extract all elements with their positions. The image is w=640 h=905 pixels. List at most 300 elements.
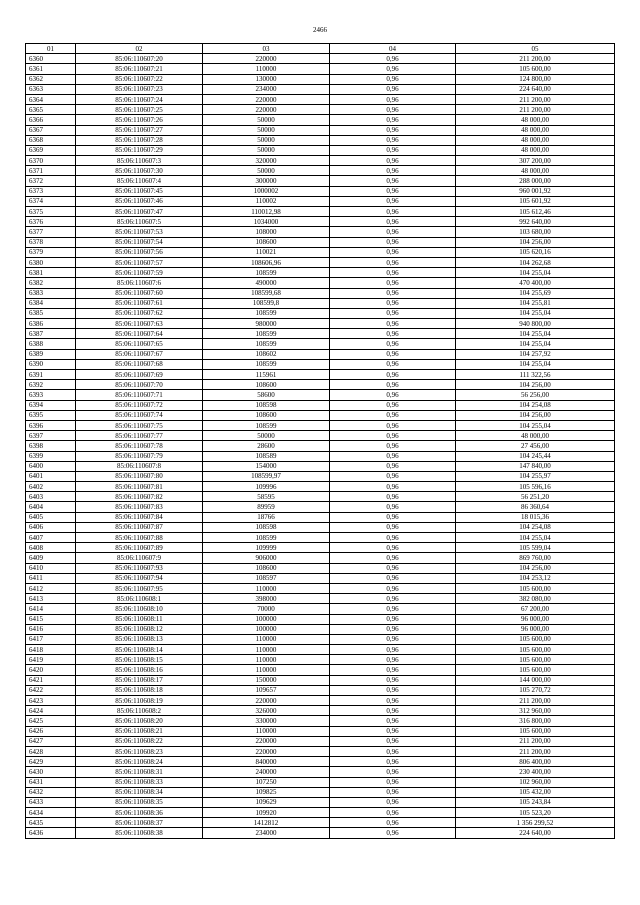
row-number-cell: 6396 (26, 420, 76, 430)
cadastral-number-cell: 85:06:110607:20 (76, 54, 203, 64)
table-row (26, 339, 615, 349)
column-header-01: 01 (26, 44, 76, 54)
amount-cell: 124 800,00 (456, 74, 615, 84)
coefficient-cell: 0,96 (330, 207, 456, 217)
amount-cell: 992 640,00 (456, 217, 615, 227)
coefficient-cell: 0,96 (330, 553, 456, 563)
area-value-cell: 240000 (203, 767, 330, 777)
area-value-cell: 109825 (203, 787, 330, 797)
row-number-cell: 6365 (26, 105, 76, 115)
row-number-cell: 6433 (26, 797, 76, 807)
cadastral-number-cell: 85:06:110607:78 (76, 441, 203, 451)
table-row (26, 125, 615, 135)
cadastral-number-cell: 85:06:110607:27 (76, 125, 203, 135)
area-value-cell: 110012,98 (203, 207, 330, 217)
amount-cell: 105 612,46 (456, 207, 615, 217)
amount-cell: 230 400,00 (456, 767, 615, 777)
area-value-cell: 50000 (203, 125, 330, 135)
table-row (26, 54, 615, 64)
cadastral-number-cell: 85:06:110607:64 (76, 329, 203, 339)
amount-cell: 211 200,00 (456, 746, 615, 756)
cadastral-number-cell: 85:06:110607:21 (76, 64, 203, 74)
area-value-cell: 108597 (203, 573, 330, 583)
area-value-cell: 50000 (203, 145, 330, 155)
table-row (26, 726, 615, 736)
row-number-cell: 6405 (26, 512, 76, 522)
table-row (26, 74, 615, 84)
table-row (26, 716, 615, 726)
cadastral-number-cell: 85:06:110608:24 (76, 757, 203, 767)
amount-cell: 48 000,00 (456, 145, 615, 155)
coefficient-cell: 0,96 (330, 54, 456, 64)
table-row (26, 746, 615, 756)
coefficient-cell: 0,96 (330, 594, 456, 604)
cadastral-number-cell: 85:06:110607:5 (76, 217, 203, 227)
cadastral-number-cell: 85:06:110608:20 (76, 716, 203, 726)
amount-cell: 105 596,16 (456, 482, 615, 492)
cadastral-number-cell: 85:06:110608:33 (76, 777, 203, 787)
cadastral-number-cell: 85:06:110607:67 (76, 349, 203, 359)
amount-cell: 104 256,00 (456, 563, 615, 573)
amount-cell: 56 251,20 (456, 492, 615, 502)
row-number-cell: 6432 (26, 787, 76, 797)
area-value-cell: 108599 (203, 533, 330, 543)
coefficient-cell: 0,96 (330, 563, 456, 573)
cadastral-number-cell: 85:06:110607:62 (76, 308, 203, 318)
table-row (26, 288, 615, 298)
area-value-cell: 906000 (203, 553, 330, 563)
area-value-cell: 100000 (203, 624, 330, 634)
table-row (26, 370, 615, 380)
table-row (26, 410, 615, 420)
area-value-cell: 220000 (203, 54, 330, 64)
table-row (26, 319, 615, 329)
coefficient-cell: 0,96 (330, 227, 456, 237)
amount-cell: 104 256,00 (456, 410, 615, 420)
table-row (26, 736, 615, 746)
row-number-cell: 6384 (26, 298, 76, 308)
table-row (26, 573, 615, 583)
area-value-cell: 300000 (203, 176, 330, 186)
row-number-cell: 6393 (26, 390, 76, 400)
coefficient-cell: 0,96 (330, 278, 456, 288)
amount-cell: 960 001,92 (456, 186, 615, 196)
row-number-cell: 6425 (26, 716, 76, 726)
row-number-cell: 6388 (26, 339, 76, 349)
table-row (26, 349, 615, 359)
row-number-cell: 6409 (26, 553, 76, 563)
area-value-cell: 28600 (203, 441, 330, 451)
cadastral-number-cell: 85:06:110608:16 (76, 665, 203, 675)
row-number-cell: 6377 (26, 227, 76, 237)
amount-cell: 105 600,00 (456, 64, 615, 74)
cadastral-number-cell: 85:06:110607:75 (76, 420, 203, 430)
amount-cell: 307 200,00 (456, 156, 615, 166)
table-row (26, 135, 615, 145)
table-row (26, 543, 615, 553)
area-value-cell: 58595 (203, 492, 330, 502)
area-value-cell: 108600 (203, 563, 330, 573)
cadastral-number-cell: 85:06:110607:8 (76, 461, 203, 471)
table-row (26, 431, 615, 441)
coefficient-cell: 0,96 (330, 298, 456, 308)
area-value-cell: 108599 (203, 339, 330, 349)
area-value-cell: 109999 (203, 543, 330, 553)
cadastral-number-cell: 85:06:110607:70 (76, 380, 203, 390)
row-number-cell: 6370 (26, 156, 76, 166)
cadastral-number-cell: 85:06:110607:94 (76, 573, 203, 583)
cadastral-number-cell: 85:06:110608:10 (76, 604, 203, 614)
amount-cell: 312 960,00 (456, 706, 615, 716)
coefficient-cell: 0,96 (330, 74, 456, 84)
amount-cell: 288 000,00 (456, 176, 615, 186)
table-row (26, 808, 615, 818)
area-value-cell: 108599 (203, 329, 330, 339)
amount-cell: 144 000,00 (456, 675, 615, 685)
cadastral-number-cell: 85:06:110608:21 (76, 726, 203, 736)
row-number-cell: 6397 (26, 431, 76, 441)
cadastral-number-cell: 85:06:110607:57 (76, 257, 203, 267)
area-value-cell: 108600 (203, 237, 330, 247)
cadastral-number-cell: 85:06:110607:45 (76, 186, 203, 196)
row-number-cell: 6398 (26, 441, 76, 451)
table-row (26, 512, 615, 522)
amount-cell: 224 640,00 (456, 828, 615, 838)
row-number-cell: 6400 (26, 461, 76, 471)
row-number-cell: 6363 (26, 84, 76, 94)
cadastral-number-cell: 85:06:110607:53 (76, 227, 203, 237)
table-row (26, 777, 615, 787)
table-row (26, 217, 615, 227)
amount-cell: 104 255,04 (456, 359, 615, 369)
area-value-cell: 220000 (203, 746, 330, 756)
area-value-cell: 980000 (203, 319, 330, 329)
table-row (26, 237, 615, 247)
table-row (26, 787, 615, 797)
table-body (26, 54, 615, 838)
area-value-cell: 154000 (203, 461, 330, 471)
area-value-cell: 130000 (203, 74, 330, 84)
coefficient-cell: 0,96 (330, 818, 456, 828)
amount-cell: 470 400,00 (456, 278, 615, 288)
amount-cell: 869 760,00 (456, 553, 615, 563)
table-row (26, 563, 615, 573)
row-number-cell: 6414 (26, 604, 76, 614)
area-value-cell: 109920 (203, 808, 330, 818)
table-row (26, 502, 615, 512)
table-row (26, 492, 615, 502)
area-value-cell: 110000 (203, 645, 330, 655)
area-value-cell: 108599 (203, 359, 330, 369)
cadastral-number-cell: 85:06:110607:29 (76, 145, 203, 155)
row-number-cell: 6412 (26, 583, 76, 593)
row-number-cell: 6376 (26, 217, 76, 227)
coefficient-cell: 0,96 (330, 359, 456, 369)
column-header-04: 04 (330, 44, 456, 54)
cadastral-number-cell: 85:06:110607:83 (76, 502, 203, 512)
area-value-cell: 110000 (203, 583, 330, 593)
cadastral-number-cell: 85:06:110607:60 (76, 288, 203, 298)
coefficient-cell: 0,96 (330, 716, 456, 726)
area-value-cell: 115961 (203, 370, 330, 380)
row-number-cell: 6426 (26, 726, 76, 736)
area-value-cell: 320000 (203, 156, 330, 166)
cadastral-number-cell: 85:06:110607:3 (76, 156, 203, 166)
area-value-cell: 108599 (203, 268, 330, 278)
row-number-cell: 6418 (26, 645, 76, 655)
table-row (26, 420, 615, 430)
table-row (26, 380, 615, 390)
amount-cell: 104 255,04 (456, 268, 615, 278)
coefficient-cell: 0,96 (330, 380, 456, 390)
table-row (26, 614, 615, 624)
row-number-cell: 6419 (26, 655, 76, 665)
row-number-cell: 6417 (26, 634, 76, 644)
coefficient-cell: 0,96 (330, 339, 456, 349)
coefficient-cell: 0,96 (330, 410, 456, 420)
row-number-cell: 6422 (26, 685, 76, 695)
amount-cell: 105 270,72 (456, 685, 615, 695)
row-number-cell: 6408 (26, 543, 76, 553)
coefficient-cell: 0,96 (330, 288, 456, 298)
table-row (26, 329, 615, 339)
table-row (26, 298, 615, 308)
amount-cell: 105 243,84 (456, 797, 615, 807)
area-value-cell: 100000 (203, 614, 330, 624)
table-row (26, 471, 615, 481)
cadastral-number-cell: 85:06:110607:63 (76, 319, 203, 329)
coefficient-cell: 0,96 (330, 828, 456, 838)
area-value-cell: 108599,8 (203, 298, 330, 308)
table-row (26, 207, 615, 217)
amount-cell: 104 256,00 (456, 380, 615, 390)
cadastral-number-cell: 85:06:110607:95 (76, 583, 203, 593)
cadastral-number-cell: 85:06:110607:26 (76, 115, 203, 125)
cadastral-number-cell: 85:06:110607:68 (76, 359, 203, 369)
coefficient-cell: 0,96 (330, 573, 456, 583)
area-value-cell: 110000 (203, 634, 330, 644)
area-value-cell: 50000 (203, 135, 330, 145)
amount-cell: 86 360,64 (456, 502, 615, 512)
coefficient-cell: 0,96 (330, 706, 456, 716)
cadastral-number-cell: 85:06:110607:77 (76, 431, 203, 441)
cadastral-number-cell: 85:06:110607:28 (76, 135, 203, 145)
coefficient-cell: 0,96 (330, 400, 456, 410)
coefficient-cell: 0,96 (330, 237, 456, 247)
area-value-cell: 220000 (203, 94, 330, 104)
coefficient-cell: 0,96 (330, 726, 456, 736)
coefficient-cell: 0,96 (330, 319, 456, 329)
cadastral-number-cell: 85:06:110607:74 (76, 410, 203, 420)
coefficient-cell: 0,96 (330, 512, 456, 522)
coefficient-cell: 0,96 (330, 583, 456, 593)
amount-cell: 104 254,08 (456, 522, 615, 532)
area-value-cell: 109996 (203, 482, 330, 492)
table-row (26, 227, 615, 237)
column-header-03: 03 (203, 44, 330, 54)
cadastral-number-cell: 85:06:110608:11 (76, 614, 203, 624)
row-number-cell: 6366 (26, 115, 76, 125)
amount-cell: 211 200,00 (456, 736, 615, 746)
amount-cell: 104 253,12 (456, 573, 615, 583)
amount-cell: 111 322,56 (456, 370, 615, 380)
coefficient-cell: 0,96 (330, 522, 456, 532)
amount-cell: 105 432,00 (456, 787, 615, 797)
coefficient-cell: 0,96 (330, 685, 456, 695)
coefficient-cell: 0,96 (330, 156, 456, 166)
row-number-cell: 6404 (26, 502, 76, 512)
row-number-cell: 6434 (26, 808, 76, 818)
coefficient-cell: 0,96 (330, 166, 456, 176)
table-row (26, 247, 615, 257)
area-value-cell: 840000 (203, 757, 330, 767)
cadastral-number-cell: 85:06:110608:1 (76, 594, 203, 604)
table-row (26, 604, 615, 614)
area-value-cell: 89959 (203, 502, 330, 512)
table-row (26, 115, 615, 125)
amount-cell: 104 262,68 (456, 257, 615, 267)
area-value-cell: 108606,96 (203, 257, 330, 267)
amount-cell: 211 200,00 (456, 94, 615, 104)
amount-cell: 104 255,04 (456, 420, 615, 430)
amount-cell: 67 200,00 (456, 604, 615, 614)
table-row (26, 176, 615, 186)
row-number-cell: 6379 (26, 247, 76, 257)
cadastral-number-cell: 85:06:110607:56 (76, 247, 203, 257)
table-row (26, 390, 615, 400)
cadastral-number-cell: 85:06:110608:19 (76, 696, 203, 706)
coefficient-cell: 0,96 (330, 217, 456, 227)
column-header-05: 05 (456, 44, 615, 54)
row-number-cell: 6406 (26, 522, 76, 532)
area-value-cell: 107250 (203, 777, 330, 787)
row-number-cell: 6381 (26, 268, 76, 278)
coefficient-cell: 0,96 (330, 176, 456, 186)
table-row (26, 818, 615, 828)
table-row (26, 594, 615, 604)
cadastral-number-cell: 85:06:110607:82 (76, 492, 203, 502)
coefficient-cell: 0,96 (330, 645, 456, 655)
area-value-cell: 108600 (203, 380, 330, 390)
land-plots-table (25, 43, 615, 839)
table-row (26, 696, 615, 706)
row-number-cell: 6373 (26, 186, 76, 196)
amount-cell: 105 600,00 (456, 634, 615, 644)
coefficient-cell: 0,96 (330, 797, 456, 807)
area-value-cell: 108000 (203, 227, 330, 237)
cadastral-number-cell: 85:06:110608:2 (76, 706, 203, 716)
coefficient-cell: 0,96 (330, 441, 456, 451)
cadastral-number-cell: 85:06:110607:59 (76, 268, 203, 278)
table-row (26, 553, 615, 563)
table-row (26, 706, 615, 716)
amount-cell: 105 600,00 (456, 583, 615, 593)
row-number-cell: 6361 (26, 64, 76, 74)
table-row (26, 583, 615, 593)
coefficient-cell: 0,96 (330, 115, 456, 125)
cadastral-number-cell: 85:06:110607:88 (76, 533, 203, 543)
amount-cell: 48 000,00 (456, 135, 615, 145)
coefficient-cell: 0,96 (330, 614, 456, 624)
table-row (26, 533, 615, 543)
cadastral-number-cell: 85:06:110607:89 (76, 543, 203, 553)
amount-cell: 104 255,97 (456, 471, 615, 481)
area-value-cell: 50000 (203, 166, 330, 176)
table-row (26, 757, 615, 767)
row-number-cell: 6380 (26, 257, 76, 267)
coefficient-cell: 0,96 (330, 84, 456, 94)
row-number-cell: 6375 (26, 207, 76, 217)
coefficient-cell: 0,96 (330, 808, 456, 818)
row-number-cell: 6416 (26, 624, 76, 634)
cadastral-number-cell: 85:06:110607:24 (76, 94, 203, 104)
row-number-cell: 6386 (26, 319, 76, 329)
cadastral-number-cell: 85:06:110607:81 (76, 482, 203, 492)
area-value-cell: 70000 (203, 604, 330, 614)
cadastral-number-cell: 85:06:110607:9 (76, 553, 203, 563)
cadastral-number-cell: 85:06:110608:14 (76, 645, 203, 655)
row-number-cell: 6394 (26, 400, 76, 410)
table-row (26, 105, 615, 115)
amount-cell: 105 600,00 (456, 726, 615, 736)
amount-cell: 104 255,04 (456, 308, 615, 318)
row-number-cell: 6360 (26, 54, 76, 64)
amount-cell: 96 000,00 (456, 614, 615, 624)
table-row (26, 767, 615, 777)
coefficient-cell: 0,96 (330, 268, 456, 278)
area-value-cell: 398000 (203, 594, 330, 604)
row-number-cell: 6399 (26, 451, 76, 461)
table-row (26, 828, 615, 838)
table-row (26, 257, 615, 267)
area-value-cell: 50000 (203, 115, 330, 125)
row-number-cell: 6436 (26, 828, 76, 838)
coefficient-cell: 0,96 (330, 451, 456, 461)
row-number-cell: 6403 (26, 492, 76, 502)
cadastral-number-cell: 85:06:110607:54 (76, 237, 203, 247)
area-value-cell: 234000 (203, 828, 330, 838)
coefficient-cell: 0,96 (330, 247, 456, 257)
amount-cell: 104 257,92 (456, 349, 615, 359)
area-value-cell: 18766 (203, 512, 330, 522)
table-row (26, 675, 615, 685)
row-number-cell: 6391 (26, 370, 76, 380)
row-number-cell: 6415 (26, 614, 76, 624)
amount-cell: 48 000,00 (456, 125, 615, 135)
amount-cell: 105 600,00 (456, 665, 615, 675)
coefficient-cell: 0,96 (330, 604, 456, 614)
area-value-cell: 1000002 (203, 186, 330, 196)
coefficient-cell: 0,96 (330, 533, 456, 543)
table-row (26, 685, 615, 695)
row-number-cell: 6368 (26, 135, 76, 145)
row-number-cell: 6421 (26, 675, 76, 685)
row-number-cell: 6362 (26, 74, 76, 84)
area-value-cell: 108599,68 (203, 288, 330, 298)
cadastral-number-cell: 85:06:110607:93 (76, 563, 203, 573)
cadastral-number-cell: 85:06:110607:47 (76, 207, 203, 217)
area-value-cell: 220000 (203, 105, 330, 115)
area-value-cell: 1412812 (203, 818, 330, 828)
area-value-cell: 108602 (203, 349, 330, 359)
amount-cell: 48 000,00 (456, 115, 615, 125)
coefficient-cell: 0,96 (330, 94, 456, 104)
area-value-cell: 108598 (203, 522, 330, 532)
amount-cell: 102 960,00 (456, 777, 615, 787)
cadastral-number-cell: 85:06:110608:22 (76, 736, 203, 746)
amount-cell: 104 255,04 (456, 533, 615, 543)
area-value-cell: 234000 (203, 84, 330, 94)
